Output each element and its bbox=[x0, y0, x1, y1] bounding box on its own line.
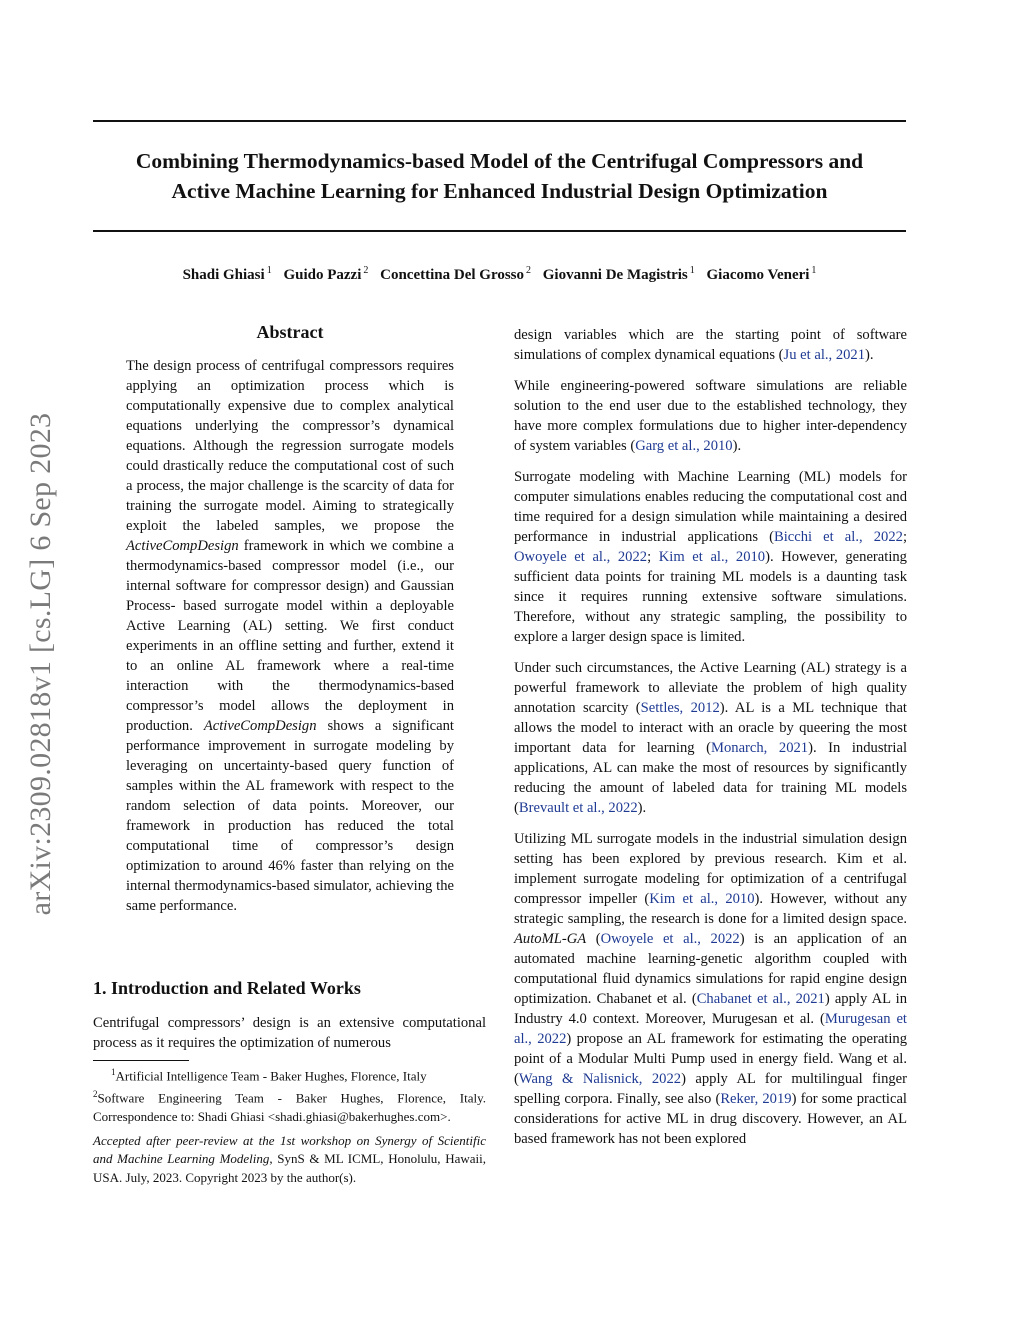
author-affiliation: 2 bbox=[363, 265, 369, 276]
text: ). bbox=[732, 438, 742, 454]
paper-title-line-1: Combining Thermodynamics-based Model of the Centrifugal Compressors and bbox=[135, 149, 864, 173]
abstract-text-part: The design process of centrifugal compressors requires applying an optimization process which is computationally expensive due to complex analytical equations underlying the compressor’s dynamical equations. Although the regression surrogate models could drastically reduce the computational cost of such a process, the major challenge is the scarcity of data for training the surrogate model. Aiming to strategically exploit the labeled samples, we propose the bbox=[126, 358, 454, 534]
author-name: Giovanni De Magistris bbox=[542, 267, 688, 283]
footnote-text: Software Engineering Team - Baker Hughes, Florence, Italy. Correspondence to: Shadi Ghiasi <shadi.ghiasi@bakerhughes.com>. bbox=[93, 1090, 486, 1124]
abstract-heading: Abstract bbox=[256, 322, 324, 342]
citation-link[interactable]: Brevault et al., 2022 bbox=[518, 800, 638, 816]
intro-paragraph: Centrifugal compressors’ design is an extensive computational process as it requires the optimization of numerous bbox=[93, 1015, 486, 1051]
author-list bbox=[93, 265, 906, 284]
author bbox=[283, 267, 368, 283]
abstract-text-part: shows a significant performance improvement in surrogate modeling by leveraging on uncertainty-based query function of samples within the AL framework with respect to the random selection of data points. Moreover, our framework in production has reduced the total computational time of compressor’s design optimization to around 46% faster than relying on the internal thermodynamics-based simulator, achieving the same performance. bbox=[126, 718, 454, 914]
text: design variables which are the starting point of software simulations of complex dynamical equations ( bbox=[514, 327, 907, 363]
text: ). However, generating sufficient data points for training ML models is a daunting task since it requires running extensive software simulations. Therefore, without any strategic sampling, the possibility to explore a larger design space is limited. bbox=[514, 549, 907, 645]
footnote-text: Artificial Intelligence Team - Baker Hughes, Florence, Italy bbox=[115, 1068, 427, 1084]
body-paragraph bbox=[514, 829, 907, 1149]
abstract-text bbox=[126, 356, 454, 916]
author-affiliation: 2 bbox=[526, 265, 532, 276]
framework-name: ActiveCompDesign bbox=[126, 538, 239, 554]
citation-link[interactable]: Ju et al., 2021 bbox=[783, 347, 866, 363]
author bbox=[707, 267, 817, 283]
author-name: Shadi Ghiasi bbox=[182, 267, 265, 283]
author-affiliation: 1 bbox=[689, 265, 695, 276]
right-column bbox=[514, 325, 907, 1160]
accepted-notice bbox=[93, 1132, 486, 1187]
citation-link[interactable]: Murugesan et al., 2022 bbox=[514, 1011, 907, 1047]
text: ) for some practical considerations for active ML in drug discovery. However, an AL based framework has not been explored bbox=[514, 1091, 907, 1147]
text: Surrogate modeling with Machine Learning (ML) models for computer simulations enables reducing the computational cost and time required for a design simulation while maintaining a desired performance in industrial applications ( bbox=[514, 469, 907, 545]
citation-link[interactable]: Owoyele et al., 2022 bbox=[514, 549, 648, 565]
footnote-marker: 2 bbox=[93, 1089, 98, 1100]
author-affiliation: 1 bbox=[811, 265, 817, 276]
title-bottom-rule bbox=[93, 230, 906, 232]
text: ). In industrial applications, AL can make the most of resources by significantly reducing the amount of labeled data for training ML models ( bbox=[514, 740, 908, 816]
citation-link[interactable]: Monarch, 2021 bbox=[711, 740, 809, 756]
citation-link[interactable]: Garg et al., 2010 bbox=[635, 438, 733, 454]
footnote-marker: 1 bbox=[111, 1067, 116, 1077]
text: While engineering-powered software simulations are reliable solution to the end user due to the established technology, they have more complex formulations due to higher inter-dependency of system variables ( bbox=[514, 378, 907, 454]
accepted-details: , SynS & ML ICML, Honolulu, Hawaii, USA. July, 2023. Copyright 2023 by the author(s). bbox=[93, 1151, 486, 1185]
citation-link[interactable]: Kim et al., 2010 bbox=[649, 891, 755, 907]
text: Utilizing ML surrogate models in the industrial simulation design setting has been explored by previous research. Kim et al. implement surrogate modeling for optimization of a centrifugal compressor impeller ( bbox=[514, 831, 907, 907]
citation-link[interactable]: Reker, 2019 bbox=[720, 1091, 792, 1107]
paper-title bbox=[93, 146, 906, 206]
citation-link[interactable]: Settles, 2012 bbox=[640, 700, 720, 716]
framework-name: ActiveCompDesign bbox=[203, 718, 317, 734]
text: ; bbox=[902, 529, 907, 545]
footnote-rule bbox=[93, 1060, 189, 1061]
text: ( bbox=[586, 931, 601, 947]
body-paragraph bbox=[514, 376, 907, 456]
citation-link[interactable]: Kim et al., 2010 bbox=[658, 549, 766, 565]
paper-title-line-2: Active Machine Learning for Enhanced Industrial Design Optimization bbox=[171, 179, 828, 203]
text: ). However, without any strategic sampling, the research is done for a limited design space. bbox=[514, 891, 907, 927]
author-name: Concettina Del Grosso bbox=[380, 267, 525, 283]
footnotes bbox=[93, 1063, 486, 1126]
author bbox=[543, 267, 695, 283]
text: ). AL is a ML technique that allows the model to interact with an oracle by queering the most important data for learning ( bbox=[514, 700, 907, 756]
text: ; bbox=[647, 549, 659, 565]
author-name: Giacomo Veneri bbox=[706, 267, 810, 283]
citation-link[interactable]: Owoyele et al., 2022 bbox=[600, 931, 740, 947]
footnote-2 bbox=[93, 1085, 486, 1125]
abstract-text-part: framework in which we combine a thermodynamics-based compressor model (i.e., our internal software for compressor design) and Gaussian Process- based surrogate model within a deployable Active Learning (AL) setting. We first conduct experiments in an offline setting and further, extend it to an online AL framework where a real-time interaction with the thermodynamics-based compressor’s model allows the deployment in production. bbox=[126, 538, 454, 734]
author bbox=[183, 267, 272, 283]
citation-link[interactable]: Wang & Nalisnick, 2022 bbox=[518, 1071, 682, 1087]
accepted-venue: Accepted after peer-review at the 1st workshop on Synergy of Scientific and Machine Learning Modeling bbox=[93, 1133, 486, 1167]
text: ) is an application of an automated machine learning-genetic algorithm coupled with computational fluid dynamics simulations for rapid engine design optimization. Chabanet et al. ( bbox=[514, 931, 907, 1007]
text: ). bbox=[637, 800, 647, 816]
text: Under such circumstances, the Active Learning (AL) strategy is a powerful framework to alleviate the problem of high quality annotation scarcity ( bbox=[514, 660, 907, 716]
text: ) propose an AL framework for estimating the operating point of a Modular Multi Pump used in energy field. Wang et al. ( bbox=[514, 1031, 908, 1087]
body-paragraph bbox=[514, 467, 907, 647]
author-name: Guido Pazzi bbox=[283, 267, 362, 283]
method-name: AutoML-GA bbox=[514, 931, 587, 947]
citation-link[interactable]: Chabanet et al., 2021 bbox=[696, 991, 825, 1007]
citation-link[interactable]: Bicchi et al., 2022 bbox=[773, 529, 903, 545]
body-paragraph bbox=[514, 658, 907, 818]
text: ). bbox=[865, 347, 874, 363]
author-affiliation: 1 bbox=[266, 265, 272, 276]
body-paragraph bbox=[514, 325, 907, 365]
text: ) apply AL for multilingual finger spelling corpora. Finally, see also ( bbox=[514, 1071, 907, 1107]
section-heading-introduction: 1. Introduction and Related Works bbox=[93, 978, 361, 998]
title-top-rule bbox=[93, 120, 906, 122]
author bbox=[380, 267, 531, 283]
footnote-1 bbox=[93, 1063, 486, 1085]
text: ) apply AL in Industry 4.0 context. Moreover, Murugesan et al. ( bbox=[514, 991, 907, 1027]
arxiv-watermark: arXiv:2309.02818v1 [cs.LG] 6 Sep 2023 bbox=[24, 412, 57, 916]
